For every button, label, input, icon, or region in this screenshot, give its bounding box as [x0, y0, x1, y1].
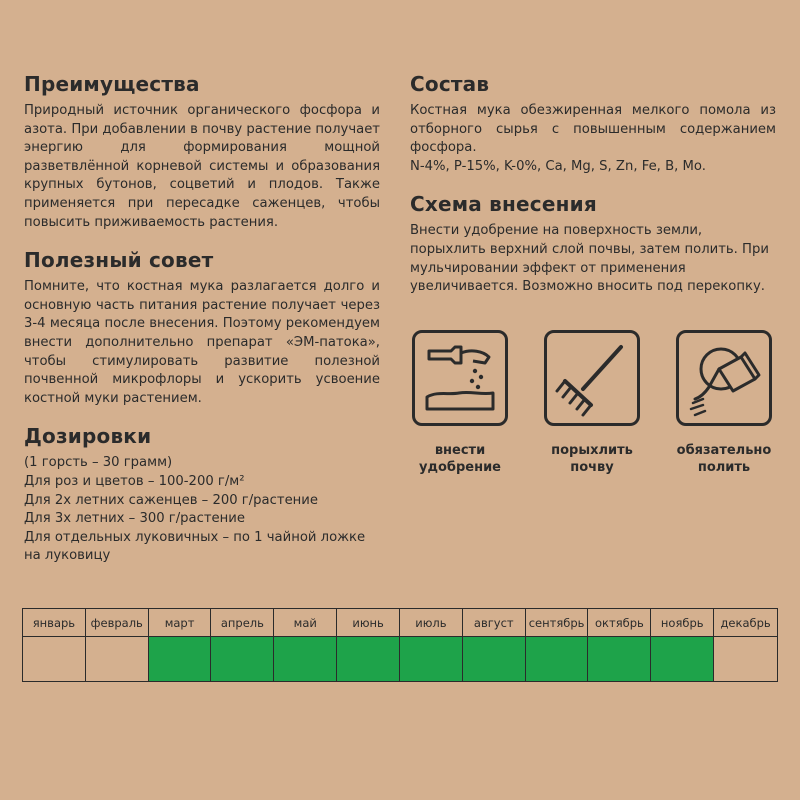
month-cell: [23, 637, 86, 681]
month-cell-active: [274, 637, 337, 681]
right-column: [410, 72, 776, 313]
rake-icon: [544, 330, 640, 426]
month-cell-active: [149, 637, 212, 681]
tip-title: Полезный совет: [24, 248, 214, 273]
month-header: июль: [400, 609, 463, 637]
benefits-text: Природный источник органического фосфора и азота. При добавлении в почву растение получает энергию для формирования мощной разветвлённой корневой системы и образования крупных бутонов, соцветий и плодов. Также применяется при пересадке саженцев, чтобы повысить приживаемость растения.: [24, 103, 380, 230]
benefits-section: [24, 72, 380, 232]
scheme-text: Внести удобрение на поверхность земли, порыхлить верхний слой почвы, затем полить. При мульчировании эффект от применения увеличивается. Возможно вносить под перекопку.: [410, 223, 769, 295]
composition-title: Состав: [410, 72, 490, 96]
month-header: январь: [23, 609, 86, 637]
dosage-line: Для отдельных луковичных – по 1 чайной ложке на луковицу: [24, 529, 366, 564]
application-calendar: [22, 608, 778, 682]
month-header: август: [463, 609, 526, 637]
month-cell-active: [463, 637, 526, 681]
application-steps: [412, 330, 778, 480]
month-header: май: [274, 609, 337, 637]
month-header: декабрь: [714, 609, 777, 637]
dosage-line: Для 2х летних саженцев – 200 г/растение: [24, 492, 318, 508]
month-cell-active: [337, 637, 400, 681]
month-header: апрель: [211, 609, 274, 637]
tip-section: [24, 248, 380, 408]
month-cell-active: [526, 637, 589, 681]
month-cell-active: [211, 637, 274, 681]
step-label-fertilize: [395, 442, 525, 476]
left-column: [24, 72, 380, 582]
month-cell-active: [588, 637, 651, 681]
tip-text: Помните, что костная мука разлагается долго и основную часть питания растение получает через 3-4 месяца после внесения. Поэтому рекомендуем внести дополнительно препарат «ЭМ-патока», чтобы стимулировать развитие полезной почвенной микрофлоры и ускорить усвоение костной муки растением.: [24, 279, 380, 406]
month-header: февраль: [86, 609, 149, 637]
dosage-title: Дозировки: [24, 424, 152, 449]
step-label-loosen: [527, 442, 657, 476]
month-cell-active: [651, 637, 714, 681]
step-label-line: полить: [697, 460, 751, 475]
scheme-title: Схема внесения: [410, 192, 597, 217]
dosage-section: [24, 424, 380, 566]
month-cell-active: [400, 637, 463, 681]
composition-text: Костная мука обезжиренная мелкого помола из отборного сырья с повышенным содержанием фосфора.: [410, 103, 776, 156]
month-header: октябрь: [588, 609, 651, 637]
month-cell: [714, 637, 777, 681]
dosage-line: Для роз и цветов – 100-200 г/м²: [24, 473, 245, 489]
scheme-section: [410, 192, 776, 296]
step-label-line: почву: [570, 460, 614, 475]
dosage-line: Для 3х летних – 300 г/растение: [24, 511, 245, 527]
step-label-line: порыхлить: [551, 443, 633, 458]
composition-section: [410, 72, 776, 176]
step-label-line: удобрение: [418, 460, 501, 475]
dosage-line: (1 горсть – 30 грамм): [24, 455, 173, 471]
step-label-water: [659, 442, 789, 476]
fertilizer-icon: [412, 330, 508, 426]
month-cell: [86, 637, 149, 681]
watering-icon: [676, 330, 772, 426]
month-header: март: [149, 609, 212, 637]
month-header: сентябрь: [526, 609, 589, 637]
month-header: июнь: [337, 609, 400, 637]
step-label-line: внести: [434, 443, 486, 458]
benefits-title: Преимущества: [24, 72, 200, 96]
month-header: ноябрь: [651, 609, 714, 637]
step-label-line: обязательно: [676, 443, 772, 458]
composition-elements: N-4%, P-15%, K-0%, Ca, Mg, S, Zn, Fe, B, Mo.: [410, 158, 706, 174]
